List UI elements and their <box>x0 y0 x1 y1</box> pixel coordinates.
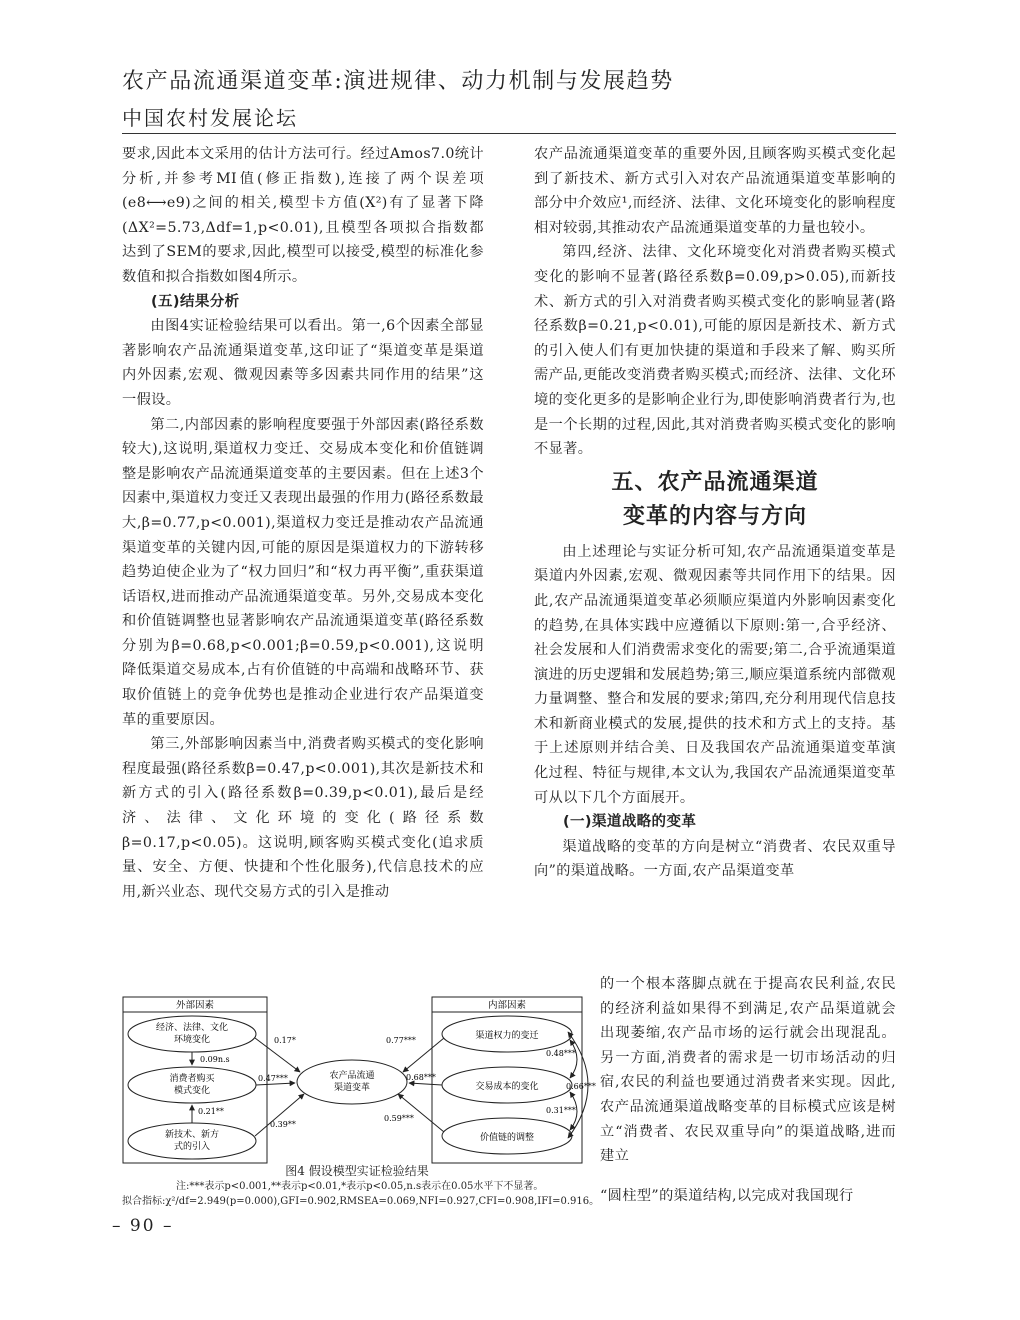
figure-caption: 图4 假设模型实证检验结果 <box>285 1164 429 1178</box>
coef-cost-value: 0.31*** <box>546 1106 576 1115</box>
results-subheading: (五)结果分析 <box>151 293 240 310</box>
left-paragraph-3: 第二,内部因素的影响程度要强于外部因素(路径系数较大),这说明,渠道权力变迁、交易成本变化和价值链调整是影响农产品流通渠道变革的主要因素。但在上述3个因素中,渠道权力变迁又表现出最强的作用力(路径系数最大,β=0.77,p<0.001),渠道权力变迁是推动农产品流通渠道变革的关键内因,可能的原因是渠道权力的下游转移趋势迫使企业为了“权力回归”和“权力再平衡”,重获渠道话语权,进而推动产品流通渠道变革。另外,交易成本变化和价值链调整也显著影响农产品流通渠道变革(路径系数分别为β=0.68,p<0.001;β=0.59,p<0.001),这说明降低渠道交易成本,占有价值链的中高端和战略环节、获取价值链上的竞争优势也是推动企业进行农产品渠道变革的重要原因。 <box>122 416 484 728</box>
right-column <box>534 142 896 884</box>
path-cost-center <box>409 1083 442 1085</box>
right-paragraph-2: 第四,经济、法律、文化环境变化对消费者购买模式变化的影响不显著(路径系数β=0.09,p>0.05),而新技术、新方式的引入对消费者购买模式变化的影响显著(路径系数β=0.21,p<0.01),可能的原因是新技术、新方式的引入使人们有更加快捷的渠道和手段来了解、购买所需产品,更能改变消费者购买模式;而经济、法律、文化环境的变化更多的是影响企业行为,即使影响消费者行为,也是一个长期的过程,因此,其对消费者购买模式变化的影响不显著。 <box>534 244 896 458</box>
path-consumer-center <box>256 1083 295 1085</box>
path-tech-center <box>255 1094 304 1136</box>
tech-label: 新技术、新方 <box>164 1130 220 1140</box>
right-paragraph-4: 渠道战略的变革的方向是树立“消费者、农民双重导向”的渠道战略。一方面,农产品渠道变革 <box>534 838 896 880</box>
external-factors-label: 外部因素 <box>175 1000 215 1011</box>
internal-factors-label: 内部因素 <box>487 1000 527 1011</box>
channel-change-label: 农产品流通 <box>329 1071 375 1081</box>
coef-power-value: 0.66*** <box>566 1082 596 1091</box>
header-rule <box>122 133 896 134</box>
right-paragraph-1: 农产品流通渠道变革的重要外因,且顾客购买模式变化起到了新技术、新方式引入对农产品流通渠道变革影响的部分中介效应¹,而经济、法律、文化环境变化的影响程度相对较弱,其推动农产品流通渠道变革的力量也较小。 <box>534 146 896 236</box>
wrapped-last-line: “圆柱型”的渠道结构,以完成对我国现行 <box>600 1188 854 1204</box>
cov-power-cost <box>570 1040 577 1078</box>
left-paragraph-2: 由图4实证检验结果可以看出。第一,6个因素全部显著影响农产品流通渠道变革,这印证了“渠道变革是渠道内外因素,宏观、微观因素等多因素共同作用的结果”这一假设。 <box>122 318 484 408</box>
wrapped-paragraph: 的一个根本落脚点就在于提高农民利益,农民的经济利益如果得不到满足,农产品渠道就会出现萎缩,农产品市场的运行就会出现混乱。另一方面,消费者的需求是一切市场活动的归宿,农民的利益也要通过消费者来实现。因此,农产品流通渠道战略变革的目标模式应该是树立“消费者、农民双重导向”的渠道战略,进而建立 <box>600 976 896 1165</box>
power-label: 渠道权力的变迁 <box>475 1031 539 1041</box>
right-paragraph-3: 由上述理论与实证分析可知,农产品流通渠道变革是渠道内外因素,宏观、微观因素等共同作用下的结果。因此,农产品流通渠道变革必须顺应渠道内外影响因素变化的趋势,在具体实践中应遵循以下原则:第一,合乎经济、社会发展和人们消费需求变化的需要;第二,合乎流通渠道演进的历史逻辑和发展趋势;第三,顺应渠道系统内部微观力量调整、整合和发展的要求;第四,充分利用现代信息技术和新商业模式的发展,提供的技术和方式上的支持。基于上述原则并结合美、日及我国农产品流通渠道变革演化过程、特征与规律,本文认为,我国农产品流通渠道变革可从以下几个方面展开。 <box>534 543 896 806</box>
coef-tech-center: 0.39** <box>270 1120 296 1129</box>
journal-title: 农产品流通渠道变革:演进规律、动力机制与发展趋势 <box>122 69 674 94</box>
env-change-label-2: 环境变化 <box>173 1035 211 1045</box>
figure-fit-indices: 拟合指标:χ²/df=2.949(p=0.000),GFI=0.902,RMSEA=0.069,NFI=0.927,CFI=0.908,IFI=0.916。 <box>122 1196 600 1207</box>
strategy-subheading: (一)渠道战略的变革 <box>563 814 697 831</box>
sem-path-diagram <box>122 996 596 1166</box>
consumer-node <box>128 1067 256 1103</box>
cost-label: 交易成本的变化 <box>475 1082 539 1092</box>
left-column <box>122 142 484 904</box>
tech-node <box>128 1123 256 1159</box>
path-value-center <box>398 1094 444 1132</box>
value-label: 价值链的调整 <box>479 1133 535 1143</box>
consumer-label-2: 模式变化 <box>173 1086 211 1096</box>
env-change-node <box>128 1016 256 1052</box>
channel-change-node <box>297 1060 407 1104</box>
env-change-label: 经济、法律、文化 <box>155 1023 229 1033</box>
section-heading <box>534 466 896 534</box>
wrapped-text <box>600 972 896 1169</box>
forum-title: 中国农村发展论坛 <box>122 106 298 130</box>
consumer-label: 消费者购买 <box>169 1074 215 1084</box>
coef-env-center: 0.17* <box>274 1036 296 1045</box>
coef-power-center: 0.77*** <box>386 1036 416 1045</box>
coef-power-cost: 0.48*** <box>546 1049 576 1058</box>
left-paragraph-4: 第三,外部影响因素当中,消费者购买模式的变化影响程度最强(路径系数β=0.47,p<0.001),其次是新技术和新方式的引入(路径系数β=0.39,p<0.01),最后是经济、法律、文化环境的变化(路径系数β=0.17,p<0.05)。这说明,顾客购买模式变化(追求质量、安全、方便、快捷和个性化服务),代信息技术的应用,新兴业态、现代交易方式的引入是推动 <box>122 736 484 900</box>
tech-label-2: 式的引入 <box>173 1142 211 1152</box>
page-number: – 90 – <box>112 1216 174 1236</box>
coef-cost-center: 0.68*** <box>406 1073 436 1082</box>
coef-tech-consumer: 0.21** <box>198 1107 224 1116</box>
left-paragraph-1: 要求,因此本文采用的估计方法可行。经过Amos7.0统计分析,并参考MI值(修正指数),连接了两个误差项(e8⟷e9)之间的相关,模型卡方值(X²)有了显著下降(ΔX²=5.73,Δdf=1,p<0.01),且模型各项拟合指数都达到了SEM的要求,因此,模型可以接受,模型的标准化参数值和拟合指数如图4所示。 <box>122 146 484 285</box>
section-heading-line-1: 五、农产品流通渠道 <box>611 469 819 495</box>
coef-env-consumer: 0.09n.s <box>200 1055 230 1064</box>
coef-value-center: 0.59*** <box>384 1114 414 1123</box>
figure-note: 注:***表示p<0.001,**表示p<0.01,*表示p<0.05,n.s表示在0.05水平下不显著。 <box>176 1181 544 1192</box>
channel-change-label-2: 渠道变革 <box>333 1083 371 1093</box>
section-heading-line-2: 变革的内容与方向 <box>622 503 807 529</box>
coef-consumer-center: 0.47*** <box>258 1074 288 1083</box>
